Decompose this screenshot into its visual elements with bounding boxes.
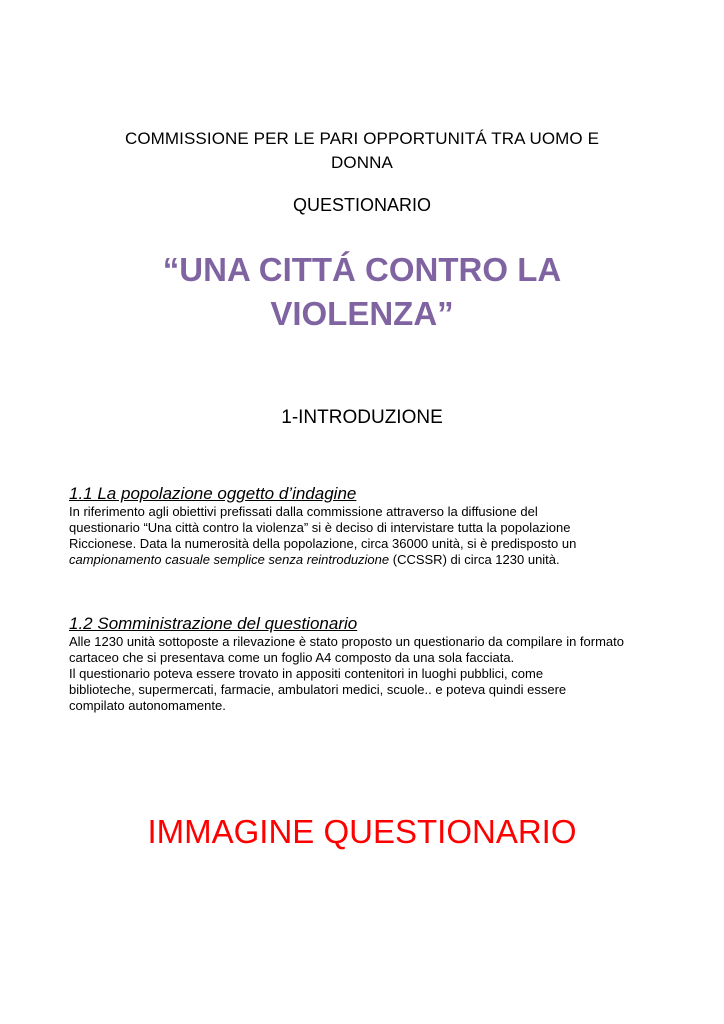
main-title-line2: VIOLENZA” [270,295,454,332]
chapter-heading: 1-INTRODUZIONE [281,407,443,428]
section-1-1-line1: In riferimento agli obiettivi prefissati dalla commissione attraverso la diffusione del [69,504,538,519]
section-1-2-line5: compilato autonomamente. [69,698,226,713]
section-1-2-title: 1.2 Somministrazione del questionario [69,614,358,633]
section-1-2-line3: Il questionario poteva essere trovato in appositi contenitori in luoghi pubblici, come [69,666,544,681]
section-1-2-line4: biblioteche, supermercati, farmacie, ambulatori medici, scuole.. e poteva quindi essere [69,682,567,697]
section-1-1-body [69,504,669,568]
section-1-2 [69,614,669,714]
organization-name-line2: DONNA [331,153,393,172]
main-title-line1: “UNA CITTÁ CONTRO LA [162,251,562,288]
section-1-1-line4: (CCSSR) di circa 1230 unità. [389,552,560,567]
section-1-1-title: 1.1 La popolazione oggetto d’indagine [69,484,357,503]
section-1-2-body [69,634,669,714]
document-type: QUESTIONARIO [292,195,431,215]
section-1-2-line2: cartaceo che si presentava come un foglio A4 composto da una sola facciata. [69,650,515,665]
main-title [0,248,724,336]
section-1-2-line1: Alle 1230 unità sottoposte a rilevazione è stato proposto un questionario da compilare in formato [69,634,625,649]
section-1-1-italic-term: campionamento casuale semplice senza reintroduzione [69,552,390,567]
section-1-1 [69,484,669,568]
organization-name-line1: COMMISSIONE PER LE PARI OPPORTUNITÁ TRA UOMO E [124,129,600,148]
image-placeholder-label: IMMAGINE QUESTIONARIO [147,813,577,850]
section-1-1-line3: Riccionese. Data la numerosità della popolazione, circa 36000 unità, si è predisposto un [69,536,577,551]
section-1-1-line2: questionario “Una città contro la violenza” si è deciso di intervistare tutta la popolazione [69,520,571,535]
organization-name [0,127,724,175]
